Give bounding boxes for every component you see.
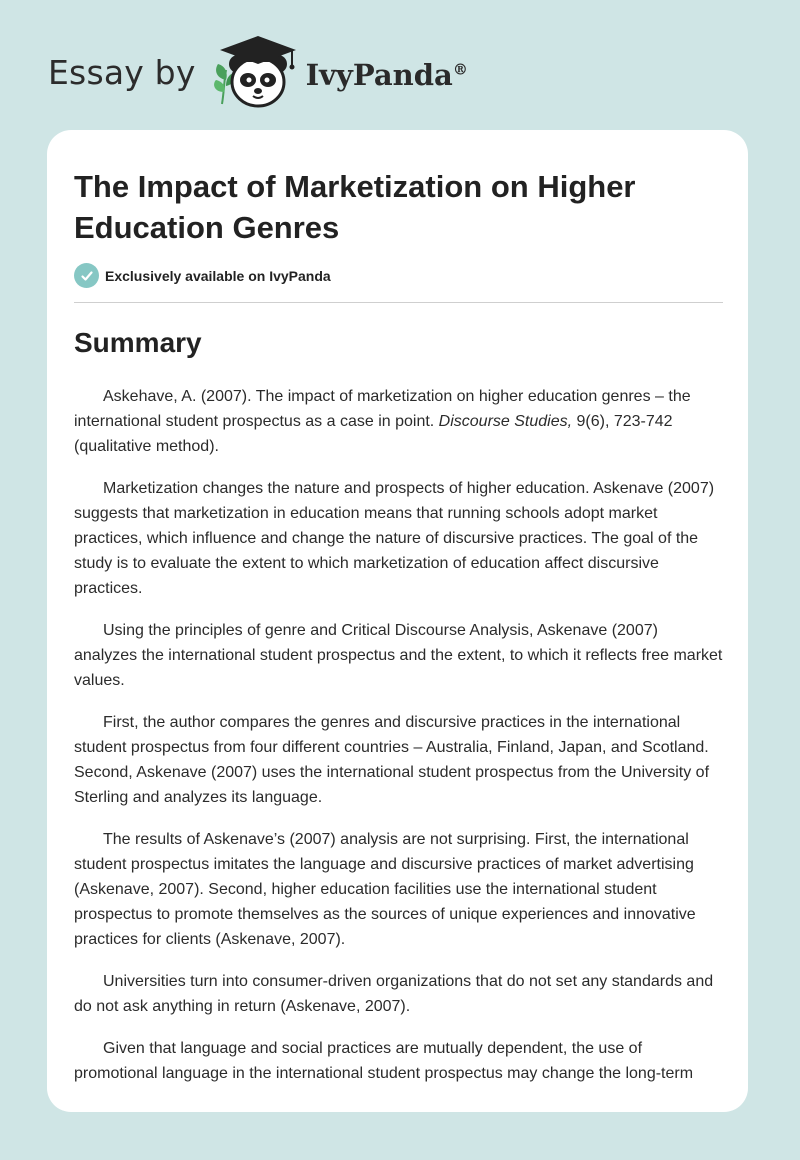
paragraph: Universities turn into consumer-driven organizations that do not set any standards and do not ask anything in return (Askenave, 2007). <box>74 973 714 1015</box>
brand-name-text: IvyPanda <box>305 58 453 92</box>
paragraph: Given that language and social practices are mutually dependent, the use of promotional language in the international student prospectus may change the long-term <box>74 1040 694 1082</box>
citation-paragraph <box>74 384 724 459</box>
exclusive-badge <box>74 263 331 288</box>
essay-by-label: Essay by <box>48 52 196 92</box>
paragraph: First, the author compares the genres and discursive practices in the international student prospectus from four different countries – Australia, Finland, Japan, and Scotland. Second, Askenave (2007) uses the international student prospectus from the University of Sterling and analyzes its language. <box>74 714 710 806</box>
paragraph: The results of Askenave’s (2007) analysis are not surprising. First, the international student prospectus imitates the language and discursive practices of market advertising (Askenave, 2007). Second, higher education facilities use the international student prospectus to promote themselves as the sources of unique experiences and innovative practices for clients (Askenave, 2007). <box>74 831 696 948</box>
check-circle-icon <box>74 263 99 288</box>
brand-name[interactable] <box>306 58 468 92</box>
citation-journal: Discourse Studies, <box>438 413 573 430</box>
citation-text: Askehave, A. (2007). The impact of marketization on higher education genres – the international student prospectus as a case in point. <box>74 388 691 430</box>
paragraph: Using the principles of genre and Critical Discourse Analysis, Askenave (2007) analyzes the international student prospectus and the extent, to which it reflects free market values. <box>74 622 723 689</box>
citation-details: 9(6), 723-742 (qualitative method). <box>74 413 673 455</box>
panda-graduate-logo-icon[interactable] <box>212 34 304 110</box>
essay-title: The Impact of Marketization on Higher Education Genres <box>74 169 636 245</box>
essay-card <box>47 130 748 1112</box>
essay-body <box>74 384 724 1103</box>
site-header <box>48 34 468 110</box>
section-title-summary: Summary <box>74 327 202 358</box>
divider <box>74 302 723 303</box>
exclusive-text: Exclusively available on IvyPanda <box>105 267 331 284</box>
registered-mark: ® <box>452 60 468 79</box>
paragraph: Marketization changes the nature and prospects of higher education. Askenave (2007) suggests that marketization in education means that running schools adopt market practices, which influence and change the nature of discursive practices. The goal of the study is to evaluate the extent to which marketization of education affect discursive practices. <box>74 480 715 597</box>
